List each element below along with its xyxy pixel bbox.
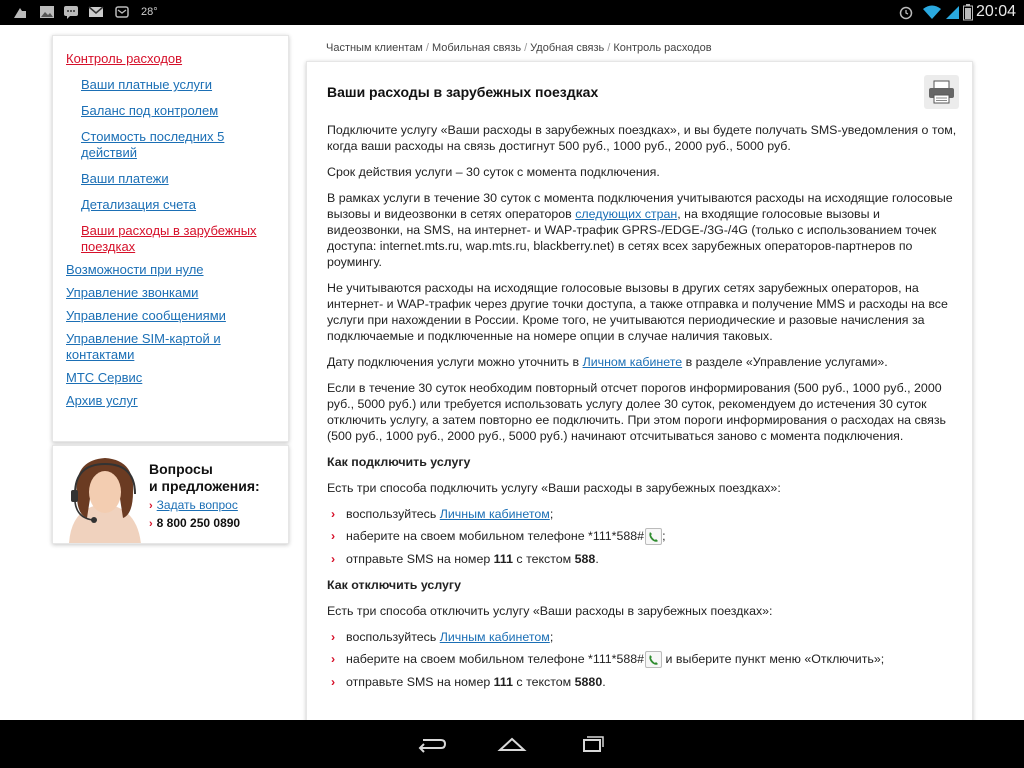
sidebar-item-message-management[interactable]: Управление сообщениями — [66, 308, 226, 323]
paragraph: Если в течение 30 суток необходим повторный отсчет порогов информирования (500 руб., 1000 руб., 2000 руб., 5000 руб.) или требуется использовать услугу долее 30 суток, рекомендуем до истечения 30 суток отключить услугу, а затем повторно ее подключить. При этом пороги информирования о расходах на связь (500 руб., 1000 руб., 2000 руб., 5000 руб.) начинают отсчитываться заново с момента подключения. — [327, 381, 946, 443]
home-icon — [492, 732, 532, 756]
sidebar-item-mts-service[interactable]: МТС Сервис — [66, 370, 143, 385]
recent-apps-button[interactable] — [572, 732, 612, 756]
list-item: › воспользуйтесь Личным кабинетом; — [331, 507, 554, 521]
chevron-right-icon: › — [331, 675, 336, 690]
disconnect-heading: Как отключить услугу — [327, 578, 461, 593]
connect-methods-list — [327, 506, 957, 567]
sidebar-item-services-archive[interactable]: Архив услуг — [66, 393, 138, 408]
connect-intro: Есть три способа подключить услугу «Ваши расходы в зарубежных поездках»: — [327, 481, 781, 495]
print-button[interactable] — [924, 75, 959, 109]
list-item: › воспользуйтесь Личным кабинетом; — [331, 630, 554, 645]
paragraph: Дату подключения услуги можно уточнить в Личном кабинете в разделе «Управление услугами». — [327, 355, 888, 369]
sidebar-nav — [52, 35, 289, 442]
list-item: › отправьте SMS на номер 111 с текстом 5880. — [331, 675, 606, 690]
sidebar-item-bill-details[interactable]: Детализация счета — [81, 197, 197, 212]
chat-icon — [63, 4, 79, 23]
list-item: › наберите на своем мобильном телефоне *111*588# ; — [327, 528, 957, 545]
feedback-box — [52, 445, 289, 544]
home-button[interactable] — [492, 732, 532, 756]
paragraph: Срок действия услуги – 30 суток с момента подключения. — [327, 165, 660, 179]
disconnect-methods-list — [327, 629, 957, 690]
breadcrumb: Частным клиентам / Мобильная связь / Удобная связь / Контроль расходов — [326, 42, 712, 54]
ask-question-link[interactable]: Задать вопрос — [156, 498, 238, 512]
chevron-right-icon: › — [149, 518, 153, 530]
status-bar — [0, 0, 1024, 25]
feedback-title: Вопросы и предложения: — [149, 461, 260, 494]
gallery-icon — [39, 4, 55, 23]
breadcrumb-item[interactable]: Частным клиентам — [326, 42, 423, 54]
sidebar-item-call-management[interactable]: Управление звонками — [66, 285, 199, 300]
sidebar-item-payments[interactable]: Ваши платежи — [81, 171, 169, 186]
phone-call-icon[interactable] — [645, 651, 662, 668]
gmail-icon — [88, 4, 104, 23]
sidebar-item-expense-control[interactable]: Контроль расходов — [66, 51, 183, 66]
support-operator-avatar — [61, 452, 147, 544]
weather-temperature: 28° — [141, 6, 158, 18]
sidebar-item-paid-services[interactable]: Ваши платные услуги — [81, 77, 213, 92]
chevron-right-icon: › — [149, 500, 153, 512]
sidebar-item-roaming-expenses[interactable]: Ваши расходы в зарубежных поездках — [81, 223, 257, 254]
battery-icon — [963, 4, 973, 24]
paragraph: Подключите услугу «Ваши расходы в зарубежных поездках», и вы будете получать SMS-уведомления о том, когда ваши расходы на связь достигнут 500 руб., 1000 руб., 2000 руб., 5000 руб. — [327, 123, 957, 153]
chevron-right-icon: › — [331, 630, 336, 645]
personal-account-link[interactable]: Личным кабинетом — [439, 507, 550, 521]
breadcrumb-item[interactable]: Мобильная связь — [431, 42, 522, 54]
chevron-right-icon: › — [331, 552, 336, 567]
countries-list-link[interactable]: следующих стран — [575, 207, 678, 221]
clock: 20:04 — [975, 3, 1016, 20]
connect-heading: Как подключить услугу — [327, 455, 471, 469]
email-icon — [114, 4, 130, 23]
personal-account-link[interactable]: Личном кабинете — [582, 355, 683, 369]
page-title: Ваши расходы в зарубежных поездках — [327, 84, 599, 100]
web-content — [0, 25, 1024, 720]
support-phone: 8 800 250 0890 — [156, 516, 241, 530]
recent-apps-icon — [572, 732, 612, 756]
sidebar-item-last-5-actions[interactable]: Стоимость последних 5 действий — [81, 129, 225, 160]
chevron-right-icon: › — [331, 529, 336, 543]
list-item: › отправьте SMS на номер 111 с текстом 588. — [331, 552, 599, 567]
wifi-icon — [922, 4, 942, 23]
paragraph: Не учитываются расходы на исходящие голосовые вызовы в других сетях зарубежных операторов, на интернет- и WAP-трафик через другие точки доступа, а также отправка и получение MMS и расходы на все услуги при нахождении в России. Кроме того, не учитываются периодические и разовые начисления за подключаемые и подключенные на номере опции в случае наличия таковых. — [327, 281, 948, 343]
sidebar-item-zero-balance[interactable]: Возможности при нуле — [66, 262, 204, 277]
article-body — [327, 122, 957, 700]
support-phone-row — [149, 516, 240, 530]
breadcrumb-item[interactable]: Удобная связь — [530, 42, 605, 54]
sidebar-item-sim-management[interactable]: Управление SIM-картой и контактами — [66, 331, 221, 362]
usb-icon — [12, 4, 28, 23]
navigation-bar — [0, 720, 1024, 768]
phone-call-icon[interactable] — [645, 528, 662, 545]
printer-icon — [924, 75, 959, 109]
chevron-right-icon: › — [331, 507, 336, 521]
list-item: › наберите на своем мобильном телефоне *111*588# и выберите пункт меню «Отключить»; — [327, 651, 957, 668]
signal-icon — [944, 4, 960, 23]
chevron-right-icon: › — [331, 652, 336, 667]
back-button[interactable] — [411, 732, 451, 756]
main-article-panel — [306, 61, 973, 720]
breadcrumb-item[interactable]: Контроль расходов — [613, 42, 712, 54]
sidebar-item-balance-control[interactable]: Баланс под контролем — [81, 103, 219, 118]
personal-account-link[interactable]: Личным кабинетом — [439, 630, 550, 645]
back-arrow-icon — [411, 732, 451, 756]
disconnect-intro: Есть три способа отключить услугу «Ваши расходы в зарубежных поездках»: — [327, 604, 773, 619]
alarm-icon — [898, 4, 914, 23]
ask-question-row — [149, 498, 238, 512]
paragraph: В рамках услуги в течение 30 суток с момента подключения учитываются расходы на исходящие голосовые вызовы и видеозвонки в сетях операторов следующих стран, на входящие голосовые вызовы и видеозвонки, на SMS, на интернет- и WAP-трафик GPRS-/EDGE-/3G-/4G (только с использованием точек доступа: internet.mts.ru, wap.mts.ru, blackberry.net) в сетях всех зарубежных операторов-партнеров по роумингу. — [327, 191, 953, 269]
